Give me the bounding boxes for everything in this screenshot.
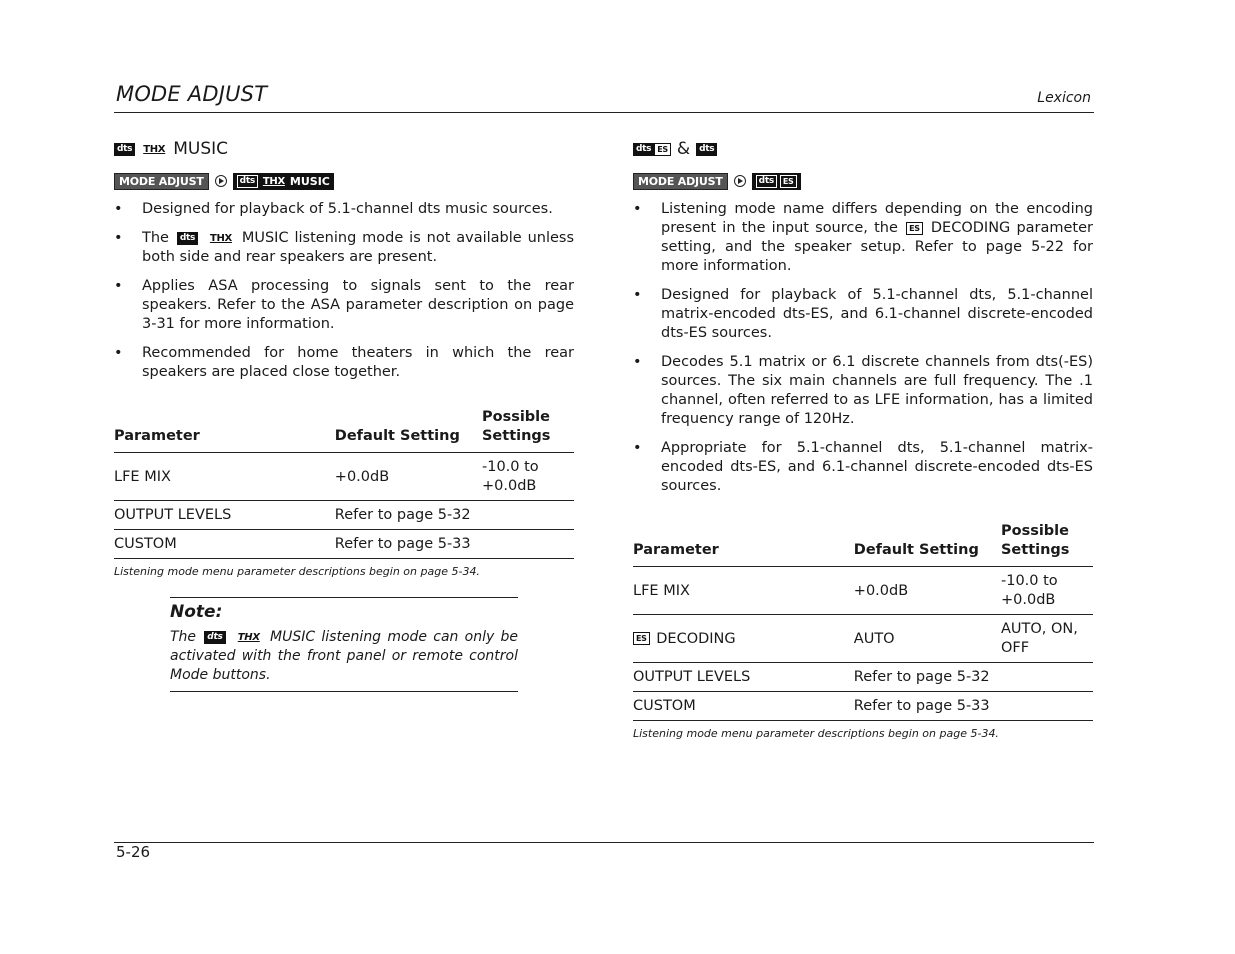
- list-item: • Applies ASA processing to signals sent to the rear speakers. Refer to the ASA parameter description on page 3-31 for more information.: [114, 277, 574, 334]
- table-row: ES DECODING AUTO AUTO, ON, OFF: [633, 615, 1093, 663]
- parameter-table: [633, 522, 1093, 721]
- section-heading-dts-es: [633, 138, 1093, 160]
- table-row: OUTPUT LEVELS Refer to page 5-32: [633, 663, 1093, 692]
- table-header: Default Setting: [334, 428, 460, 444]
- thx-logo-icon: THX: [237, 631, 260, 643]
- page-title: MODE ADJUST: [116, 82, 268, 106]
- es-logo-icon: ES: [633, 632, 650, 645]
- thx-logo-icon: THX: [262, 175, 285, 187]
- table-row: CUSTOM Refer to page 5-33: [114, 530, 574, 559]
- note-title: Note:: [170, 602, 223, 622]
- table-header: Parameter: [114, 428, 200, 444]
- list-item: • Appropriate for 5.1-channel dts, 5.1-channel matrix-encoded dts-ES, and 6.1-channel discrete-encoded dts-ES sources.: [633, 439, 1093, 496]
- table-row: LFE MIX +0.0dB -10.0 to +0.0dB: [633, 567, 1093, 615]
- right-column: [633, 138, 1093, 740]
- dts-logo-icon: dts: [633, 143, 654, 156]
- dts-logo-icon: dts: [114, 143, 135, 156]
- table-header: Possible Settings: [481, 409, 551, 444]
- target-mode-badge: [752, 173, 801, 190]
- dts-logo-icon: dts: [177, 232, 198, 245]
- dts-logo-icon: dts: [696, 143, 717, 156]
- table-row: LFE MIX +0.0dB -10.0 to +0.0dB: [114, 453, 574, 501]
- thx-logo-icon: THX: [143, 143, 166, 155]
- section-title: &: [676, 139, 691, 159]
- table-header: Parameter: [633, 542, 719, 558]
- left-column: [114, 138, 574, 578]
- feature-list: [633, 200, 1093, 496]
- feature-list: [114, 200, 574, 382]
- page-number: 5-26: [116, 843, 151, 861]
- menu-path: [114, 172, 574, 190]
- list-item: • Designed for playback of 5.1-channel dts music sources.: [114, 200, 574, 219]
- dts-logo-icon: dts: [237, 175, 258, 188]
- dts-logo-icon: dts: [756, 175, 777, 188]
- target-mode-badge: [233, 173, 334, 190]
- header-divider: [114, 112, 1094, 113]
- es-logo-icon: ES: [780, 175, 797, 188]
- note-box: [170, 597, 518, 692]
- dts-logo-icon: dts: [204, 631, 225, 644]
- mode-adjust-button-icon: MODE ADJUST: [114, 173, 209, 190]
- target-mode-label: MUSIC: [289, 174, 330, 188]
- arrow-right-icon: [734, 175, 746, 187]
- list-item: • Designed for playback of 5.1-channel dts, 5.1-channel matrix-encoded dts-ES, and 6.1-channel discrete-encoded dts-ES sources.: [633, 286, 1093, 343]
- list-item: • Listening mode name differs depending on the encoding present in the input source, the ES DECODING parameter setting, and the speaker setup. Refer to page 5-22 for more information.: [633, 200, 1093, 276]
- table-header: Default Setting: [853, 542, 979, 558]
- parameter-table: [114, 408, 574, 559]
- table-header: Possible Settings: [1000, 523, 1070, 558]
- section-title: MUSIC: [173, 139, 229, 159]
- list-item: • Recommended for home theaters in which the rear speakers are placed close together.: [114, 344, 574, 382]
- note-body: The dts THX MUSIC listening mode can only be activated with the front panel or remote control Mode buttons.: [170, 629, 519, 683]
- list-item: • The dts THX MUSIC listening mode is not available unless both side and rear speakers are present.: [114, 229, 574, 267]
- brand-label: Lexicon: [1037, 90, 1091, 106]
- arrow-right-icon: [215, 175, 227, 187]
- es-logo-icon: ES: [654, 143, 671, 156]
- section-heading-dts-thx-music: [114, 138, 574, 160]
- mode-adjust-button-icon: MODE ADJUST: [633, 173, 728, 190]
- menu-path: [633, 172, 1093, 190]
- table-row: OUTPUT LEVELS Refer to page 5-32: [114, 501, 574, 530]
- table-row: CUSTOM Refer to page 5-33: [633, 692, 1093, 721]
- footer-divider: [114, 842, 1094, 843]
- table-footnote: Listening mode menu parameter descriptions begin on page 5-34.: [114, 565, 480, 578]
- list-item: • Decodes 5.1 matrix or 6.1 discrete channels from dts(-ES) sources. The six main channels are full frequency. The .1 channel, often referred to as LFE information, has a limited frequency range of 120Hz.: [633, 353, 1093, 429]
- table-footnote: Listening mode menu parameter descriptions begin on page 5-34.: [633, 727, 999, 740]
- thx-logo-icon: THX: [209, 232, 232, 244]
- es-logo-icon: ES: [906, 222, 923, 235]
